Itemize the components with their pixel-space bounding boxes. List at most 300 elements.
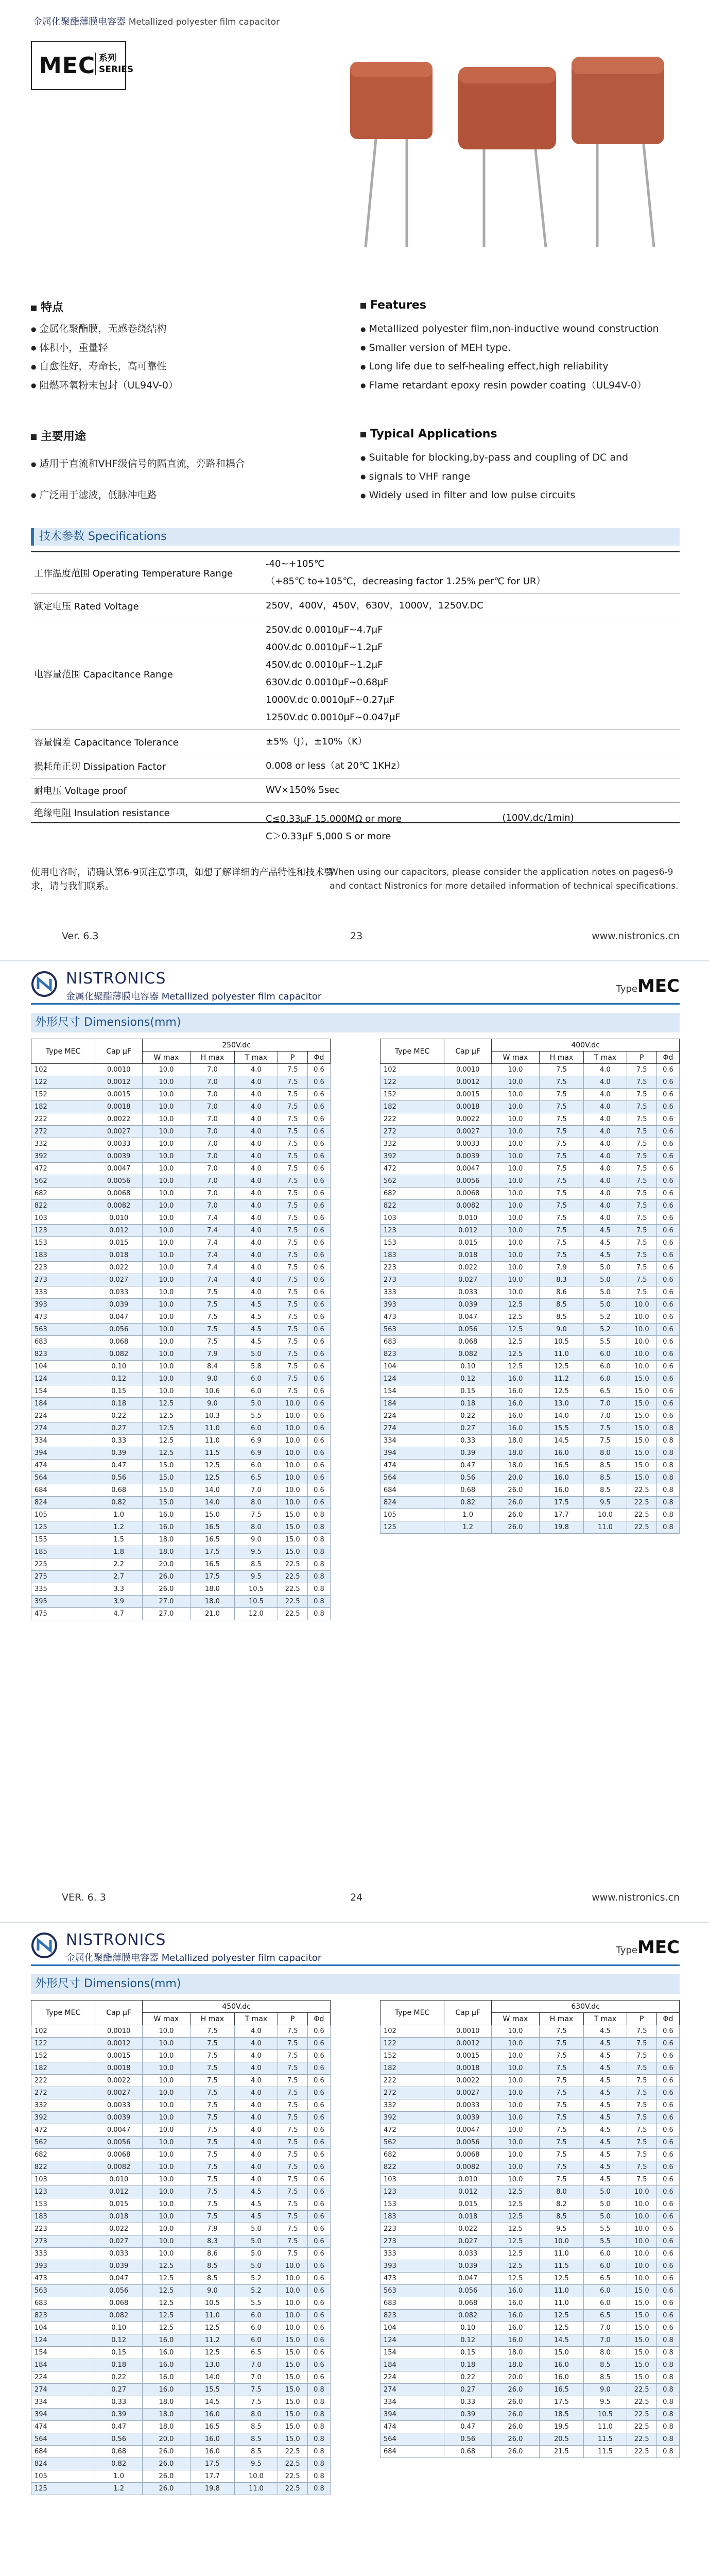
- table-cell: 0.6: [656, 2025, 679, 2038]
- table-row: [381, 2149, 680, 2161]
- list-item: ● 阻燃环氧粉末包封（UL94V-0）: [31, 376, 340, 395]
- table-cell: 15.0: [627, 1435, 656, 1447]
- table-cell: 564: [381, 2433, 444, 2446]
- table-cell: 335: [31, 1583, 95, 1596]
- table-cell: 7.5: [190, 1286, 235, 1299]
- table-cell: 7.5: [278, 2112, 307, 2124]
- table-row: [381, 2025, 680, 2038]
- table-cell: 395: [31, 1596, 95, 1608]
- col-p: P: [278, 1052, 307, 1064]
- table-row: [31, 2087, 331, 2099]
- table-cell: 10.0: [143, 2248, 190, 2260]
- table-cell: 16.0: [190, 2446, 235, 2458]
- table-cell: 1.2: [95, 1521, 143, 1534]
- table-cell: 4.0: [584, 1113, 627, 1126]
- spec-value-line: 1000V.dc 0.0010μF~0.27μF: [266, 694, 395, 705]
- voltage-header: 400V.dc: [492, 1039, 680, 1052]
- table-cell: 332: [31, 2099, 95, 2112]
- features-cn-heading: 特点: [31, 299, 63, 315]
- table-cell: 4.0: [584, 1064, 627, 1076]
- table-cell: 4.5: [584, 1237, 627, 1249]
- table-cell: 0.0027: [444, 1126, 492, 1138]
- table-cell: 7.5: [539, 2050, 584, 2062]
- table-cell: 0.6: [656, 1225, 679, 1237]
- table-row: [31, 2470, 331, 2483]
- table-cell: 10.0: [492, 1175, 539, 1188]
- table-cell: 0.6: [656, 2235, 679, 2248]
- table-row: [31, 1150, 331, 1163]
- table-cell: 16.0: [492, 1385, 539, 1398]
- table-cell: 0.6: [307, 1113, 330, 1126]
- table-cell: 182: [31, 2062, 95, 2075]
- table-cell: 4.0: [235, 1175, 278, 1188]
- table-row: [381, 1460, 680, 1472]
- table-cell: 0.6: [656, 2087, 679, 2099]
- table-row: [31, 1373, 331, 1385]
- table-cell: 7.5: [627, 1212, 656, 1225]
- table-cell: 0.6: [656, 2112, 679, 2124]
- table-cell: 7.5: [278, 1101, 307, 1113]
- table-row: [31, 1274, 331, 1286]
- table-cell: 0.18: [444, 1398, 492, 1410]
- table-cell: 10.0: [627, 1336, 656, 1348]
- table-cell: 0.039: [95, 2260, 143, 2273]
- table-cell: 12.5: [492, 1336, 539, 1348]
- table-cell: 0.0018: [444, 1101, 492, 1113]
- table-cell: 4.7: [95, 1608, 143, 1620]
- table-row: [31, 1447, 331, 1460]
- table-cell: 15.0: [278, 2359, 307, 2371]
- table-cell: 0.0039: [444, 2112, 492, 2124]
- table-cell: 10.0: [278, 1472, 307, 1484]
- table-cell: 7.5: [278, 1262, 307, 1274]
- table-cell: 11.2: [539, 1373, 584, 1385]
- table-row: [31, 2198, 331, 2211]
- table-cell: 0.27: [444, 1422, 492, 1435]
- table-cell: 824: [381, 1497, 444, 1509]
- table-cell: 5.0: [235, 1398, 278, 1410]
- table-cell: 12.5: [539, 2273, 584, 2285]
- table-cell: 7.5: [235, 1509, 278, 1521]
- table-cell: 16.0: [539, 1484, 584, 1497]
- spec-value: [263, 618, 680, 730]
- table-cell: 15.0: [278, 2421, 307, 2433]
- table-cell: 822: [31, 2161, 95, 2174]
- table-cell: 22.5: [278, 1571, 307, 1583]
- table-cell: 0.0010: [95, 1064, 143, 1076]
- table-cell: 9.5: [584, 1497, 627, 1509]
- table-cell: 7.5: [278, 2223, 307, 2235]
- table-row: [381, 2371, 680, 2384]
- table-cell: 10.0: [143, 1225, 190, 1237]
- table-row: [381, 2223, 680, 2235]
- table-cell: 0.6: [656, 2297, 679, 2310]
- table-row: [31, 2112, 331, 2124]
- table-cell: 0.6: [656, 1101, 679, 1113]
- footer-version: VER. 6. 3: [62, 1892, 106, 1903]
- table-cell: 9.5: [235, 1571, 278, 1583]
- table-cell: 10.5: [235, 1583, 278, 1596]
- table-row: [31, 2174, 331, 2186]
- list-item: ● Metallized polyester film,non-inductive wound construction: [360, 319, 680, 338]
- table-cell: 0.33: [444, 1435, 492, 1447]
- table-cell: 10.0: [143, 1089, 190, 1101]
- table-cell: 0.0018: [444, 2062, 492, 2075]
- table-cell: 7.0: [235, 2371, 278, 2384]
- table-cell: 0.6: [307, 1064, 330, 1076]
- table-cell: 182: [381, 2062, 444, 2075]
- table-cell: 105: [31, 1509, 95, 1521]
- table-cell: 22.5: [627, 2433, 656, 2446]
- table-cell: 15.0: [627, 1422, 656, 1435]
- table-cell: 12.5: [143, 1410, 190, 1422]
- footer-version: Ver. 6.3: [62, 930, 99, 942]
- table-cell: 473: [381, 2273, 444, 2285]
- table-cell: 10.0: [143, 1200, 190, 1212]
- table-cell: 26.0: [143, 1583, 190, 1596]
- table-row: [381, 1089, 680, 1101]
- table-cell: 15.0: [278, 1509, 307, 1521]
- table-cell: 7.0: [190, 1163, 235, 1175]
- table-cell: 13.0: [539, 1398, 584, 1410]
- table-cell: 15.0: [278, 2396, 307, 2409]
- table-cell: 9.0: [190, 1398, 235, 1410]
- table-cell: 0.047: [95, 2273, 143, 2285]
- table-cell: 0.6: [656, 1361, 679, 1373]
- table-cell: 7.5: [190, 2099, 235, 2112]
- table-cell: 22.5: [278, 1583, 307, 1596]
- table-row: [381, 1138, 680, 1150]
- table-cell: 22.5: [278, 1608, 307, 1620]
- table-row: [381, 2322, 680, 2334]
- table-row: [31, 1188, 331, 1200]
- table-cell: 0.6: [656, 1200, 679, 1212]
- table-cell: 10.0: [492, 2137, 539, 2149]
- table-cell: 0.022: [95, 2223, 143, 2235]
- table-cell: 12.5: [539, 2322, 584, 2334]
- table-cell: 16.0: [492, 2322, 539, 2334]
- table-row: [31, 2384, 331, 2396]
- dimension-page: [0, 1923, 709, 2576]
- table-cell: 12.0: [235, 1608, 278, 1620]
- table-cell: 0.6: [656, 1286, 679, 1299]
- table-cell: 16.0: [143, 1521, 190, 1534]
- table-cell: 4.0: [235, 1188, 278, 1200]
- table-cell: 7.5: [278, 1361, 307, 1373]
- table-cell: 1.5: [95, 1534, 143, 1546]
- table-cell: 333: [381, 2248, 444, 2260]
- table-cell: 8.5: [190, 2273, 235, 2285]
- table-cell: 0.6: [307, 2087, 330, 2099]
- table-cell: 12.5: [143, 2297, 190, 2310]
- table-cell: 18.5: [539, 2409, 584, 2421]
- table-cell: 0.6: [307, 1361, 330, 1373]
- table-cell: 10.5: [235, 1596, 278, 1608]
- table-cell: 0.33: [95, 1435, 143, 1447]
- table-cell: 3.3: [95, 1583, 143, 1596]
- table-row: [31, 1175, 331, 1188]
- table-cell: 102: [31, 2025, 95, 2038]
- table-cell: 562: [31, 2137, 95, 2149]
- table-row: [31, 1138, 331, 1150]
- table-cell: 12.5: [143, 1435, 190, 1447]
- table-cell: 0.015: [444, 2198, 492, 2211]
- table-cell: 4.0: [235, 1101, 278, 1113]
- table-cell: 10.0: [143, 2112, 190, 2124]
- table-cell: 4.0: [235, 1089, 278, 1101]
- table-cell: 14.5: [539, 1435, 584, 1447]
- table-cell: 4.0: [235, 2050, 278, 2062]
- table-cell: 0.0010: [444, 1064, 492, 1076]
- table-cell: 16.0: [492, 1398, 539, 1410]
- table-cell: 10.0: [143, 1064, 190, 1076]
- table-cell: 10.0: [143, 1348, 190, 1361]
- table-cell: 274: [381, 2384, 444, 2396]
- table-cell: 0.47: [444, 1460, 492, 1472]
- table-cell: 15.0: [190, 1509, 235, 1521]
- table-cell: 10.0: [143, 1286, 190, 1299]
- table-cell: 7.5: [627, 2062, 656, 2075]
- table-cell: 8.3: [539, 1274, 584, 1286]
- table-cell: 0.0047: [444, 2124, 492, 2137]
- table-cell: 563: [31, 1324, 95, 1336]
- dimension-table-left: [31, 2000, 331, 2495]
- table-cell: 15.0: [627, 1472, 656, 1484]
- table-cell: 0.6: [307, 2260, 330, 2273]
- table-cell: 684: [31, 1484, 95, 1497]
- table-cell: 10.0: [143, 1101, 190, 1113]
- series-cn: 系列: [99, 53, 116, 63]
- table-cell: 12.5: [143, 1422, 190, 1435]
- dimensions-title: 外形尺寸 Dimensions(mm): [31, 1013, 680, 1032]
- table-cell: 10.0: [492, 2161, 539, 2174]
- spec-row: [31, 754, 680, 778]
- table-cell: 0.056: [444, 2285, 492, 2297]
- table-cell: 0.0033: [444, 1138, 492, 1150]
- table-cell: 26.0: [492, 1497, 539, 1509]
- table-cell: 7.5: [539, 1138, 584, 1150]
- table-cell: 4.5: [584, 2112, 627, 2124]
- voltage-header: 250V.dc: [143, 1039, 331, 1052]
- table-cell: 7.5: [539, 2038, 584, 2050]
- applications-en-heading: Typical Applications: [360, 428, 497, 440]
- col-cap: Cap μF: [444, 2001, 492, 2025]
- table-cell: 822: [31, 1200, 95, 1212]
- table-cell: 0.010: [95, 2174, 143, 2186]
- table-cell: 10.0: [143, 2161, 190, 2174]
- table-cell: 0.0047: [444, 1163, 492, 1175]
- table-cell: 7.5: [627, 1175, 656, 1188]
- table-cell: 0.82: [95, 2458, 143, 2470]
- table-cell: 7.5: [539, 1064, 584, 1076]
- table-cell: 1.2: [95, 2483, 143, 2495]
- table-cell: 152: [381, 2050, 444, 2062]
- table-cell: 7.5: [278, 1138, 307, 1150]
- table-cell: 123: [31, 2186, 95, 2198]
- table-cell: 0.6: [307, 1212, 330, 1225]
- table-row: [31, 1163, 331, 1175]
- table-cell: 7.0: [190, 1175, 235, 1188]
- table-row: [381, 1472, 680, 1484]
- nistronics-logo-icon: [31, 1932, 58, 1959]
- table-cell: 18.0: [143, 2421, 190, 2433]
- table-cell: 5.0: [235, 2260, 278, 2273]
- table-row: [381, 1410, 680, 1422]
- table-cell: 0.0056: [95, 1175, 143, 1188]
- table-cell: 0.6: [656, 2273, 679, 2285]
- table-cell: 394: [381, 1447, 444, 1460]
- table-cell: 273: [381, 2235, 444, 2248]
- spec-label: 容量偏差 Capacitance Tolerance: [31, 730, 263, 754]
- table-cell: 10.0: [143, 2198, 190, 2211]
- table-row: [31, 2211, 331, 2223]
- table-cell: 6.0: [584, 1348, 627, 1361]
- table-row: [381, 1262, 680, 1274]
- table-cell: 10.0: [627, 2273, 656, 2285]
- table-row: [31, 1398, 331, 1410]
- table-cell: 274: [31, 2384, 95, 2396]
- table-cell: 0.6: [656, 1113, 679, 1126]
- table-cell: 0.6: [307, 1188, 330, 1200]
- table-cell: 153: [31, 1237, 95, 1249]
- table-cell: 0.6: [307, 2174, 330, 2186]
- table-cell: 8.0: [584, 1447, 627, 1460]
- spec-row: [31, 594, 680, 618]
- table-cell: 394: [381, 2409, 444, 2421]
- table-cell: 26.0: [143, 2458, 190, 2470]
- table-cell: 15.0: [627, 2359, 656, 2371]
- table-cell: 7.5: [278, 1237, 307, 1249]
- applications-cn-heading: 主要用途: [31, 428, 86, 444]
- table-cell: 563: [381, 2285, 444, 2297]
- table-cell: 7.5: [190, 2161, 235, 2174]
- table-cell: 0.22: [95, 2371, 143, 2384]
- table-cell: 16.0: [143, 2334, 190, 2347]
- table-cell: 7.5: [539, 1249, 584, 1262]
- table-cell: 0.8: [656, 2396, 679, 2409]
- table-cell: 6.5: [584, 2310, 627, 2322]
- table-row: [31, 2297, 331, 2310]
- table-row: [381, 1324, 680, 1336]
- table-cell: 0.8: [656, 1497, 679, 1509]
- table-cell: 184: [381, 1398, 444, 1410]
- table-cell: 10.0: [143, 1212, 190, 1225]
- table-cell: 154: [381, 2347, 444, 2359]
- table-cell: 8.5: [235, 1558, 278, 1571]
- table-cell: 1.0: [444, 1509, 492, 1521]
- table-cell: 17.7: [190, 2470, 235, 2483]
- table-cell: 0.6: [307, 1460, 330, 1472]
- table-cell: 334: [31, 1435, 95, 1447]
- table-cell: 0.012: [444, 2186, 492, 2198]
- table-cell: 15.0: [627, 1398, 656, 1410]
- table-cell: 0.010: [444, 2174, 492, 2186]
- table-cell: 0.15: [95, 2347, 143, 2359]
- table-cell: 0.6: [307, 2198, 330, 2211]
- table-cell: 7.0: [190, 1150, 235, 1163]
- table-cell: 7.5: [539, 1126, 584, 1138]
- table-cell: 15.0: [627, 2285, 656, 2297]
- table-cell: 7.9: [190, 2223, 235, 2235]
- table-cell: 0.082: [95, 2310, 143, 2322]
- table-cell: 0.0018: [95, 2062, 143, 2075]
- table-cell: 0.6: [307, 1311, 330, 1324]
- table-cell: 0.56: [95, 2433, 143, 2446]
- list-item: ● Widely used in filter and low pulse circuits: [360, 486, 680, 505]
- table-cell: 10.0: [492, 1150, 539, 1163]
- table-cell: 10.0: [143, 2025, 190, 2038]
- table-row: [31, 1571, 331, 1583]
- table-cell: 184: [31, 1398, 95, 1410]
- table-cell: 4.0: [235, 2124, 278, 2137]
- table-cell: 0.022: [95, 1262, 143, 1274]
- table-cell: 0.0027: [444, 2087, 492, 2099]
- table-cell: 7.5: [539, 2149, 584, 2161]
- table-cell: 222: [381, 1113, 444, 1126]
- spec-label: 绝缘电阻 Insulation resistance: [31, 803, 263, 823]
- table-cell: 10.0: [278, 1484, 307, 1497]
- table-cell: 684: [31, 2446, 95, 2458]
- table-cell: 8.0: [235, 1521, 278, 1534]
- spec-row: [31, 778, 680, 803]
- footer-page-number: 24: [350, 1892, 363, 1903]
- table-cell: 8.5: [584, 2371, 627, 2384]
- table-row: [31, 2409, 331, 2421]
- table-cell: 0.8: [656, 2409, 679, 2421]
- table-cell: 4.5: [235, 2186, 278, 2198]
- table-cell: 10.0: [143, 2062, 190, 2075]
- spec-value: [263, 552, 680, 594]
- table-cell: 0.027: [95, 2235, 143, 2248]
- table-cell: 683: [381, 1336, 444, 1348]
- table-cell: 10.0: [143, 2038, 190, 2050]
- table-row: [381, 2421, 680, 2433]
- table-cell: 7.4: [190, 1237, 235, 1249]
- spec-value-line: 0.008 or less（at 20℃ 1KHz）: [266, 760, 406, 771]
- table-row: [381, 2396, 680, 2409]
- table-cell: 8.5: [539, 2211, 584, 2223]
- table-cell: 0.018: [444, 2211, 492, 2223]
- table-cell: 0.6: [307, 2371, 330, 2384]
- table-cell: 4.0: [584, 1175, 627, 1188]
- table-cell: 0.6: [307, 2186, 330, 2198]
- table-cell: 223: [31, 2223, 95, 2235]
- table-row: [31, 1348, 331, 1361]
- table-row: [31, 2446, 331, 2458]
- table-cell: 4.5: [584, 2025, 627, 2038]
- table-cell: 26.0: [492, 2421, 539, 2433]
- table-cell: 474: [31, 1460, 95, 1472]
- table-cell: 12.5: [492, 1311, 539, 1324]
- table-cell: 18.0: [492, 1435, 539, 1447]
- table-cell: 0.0056: [95, 2137, 143, 2149]
- table-cell: 5.5: [235, 2297, 278, 2310]
- table-cell: 18.0: [492, 2347, 539, 2359]
- table-cell: 10.0: [143, 2075, 190, 2087]
- table-cell: 183: [381, 2211, 444, 2223]
- spec-label: 电容量范围 Capacitance Range: [31, 618, 263, 730]
- table-cell: 7.5: [278, 1373, 307, 1385]
- table-cell: 0.0068: [95, 1188, 143, 1200]
- table-cell: 0.6: [307, 2211, 330, 2223]
- list-item: ● 广泛用于滤波，低脉冲电路: [31, 480, 340, 511]
- table-cell: 7.5: [584, 1435, 627, 1447]
- table-cell: 0.0012: [95, 2038, 143, 2050]
- table-cell: 0.6: [307, 1324, 330, 1336]
- specifications-title: 技术参数 Specifications: [31, 528, 680, 546]
- table-cell: 19.5: [539, 2421, 584, 2433]
- table-cell: 10.0: [492, 1113, 539, 1126]
